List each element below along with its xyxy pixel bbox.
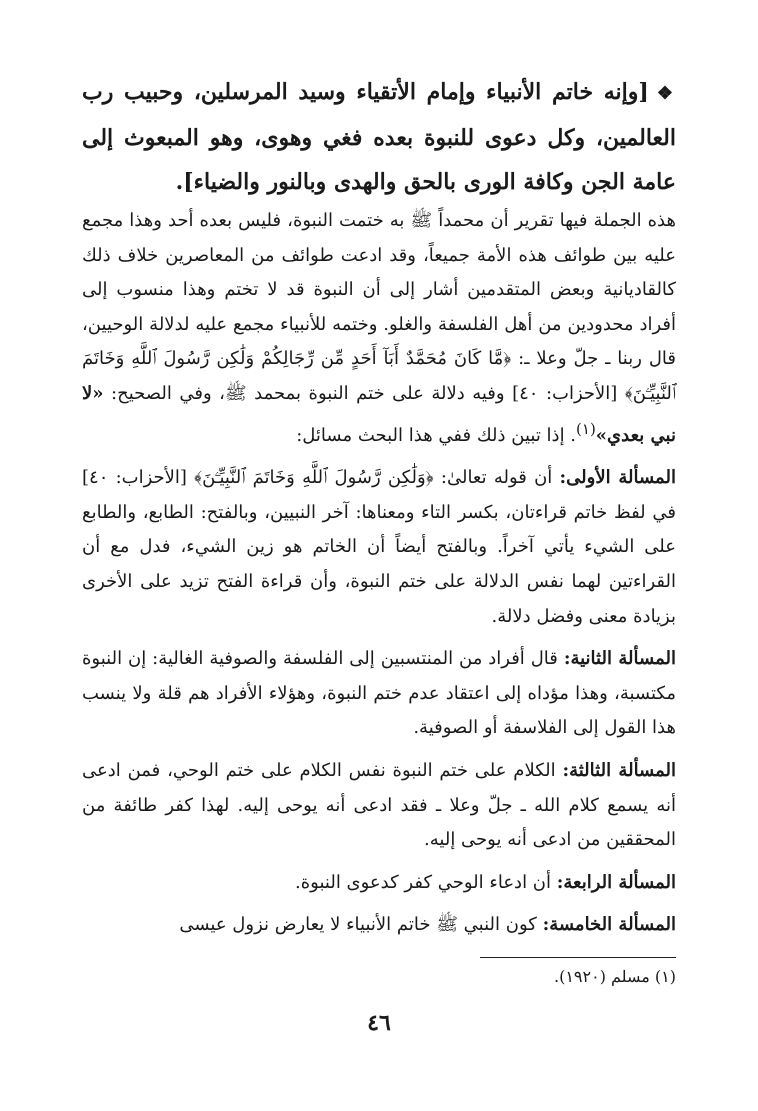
footnote: (١) مسلم (١٩٢٠). [554, 967, 676, 986]
issue-4 [82, 866, 676, 901]
issue-heading: المسألة الأولى: [559, 467, 676, 489]
diamond-bullet-icon: ❖ [656, 83, 677, 104]
issue-heading: المسألة الرابعة: [556, 871, 676, 893]
issue-text: قال أفراد من المنتسبين إلى الفلسفة والصوفية الغالية: إن النبوة مكتسبة، وهذا مؤداه إلى اعتقاد عدم ختم النبوة، وهؤلاء الأفراد هم قلة ولا ينسب هذا القول إلى الفلاسفة أو الصوفية. [82, 648, 676, 739]
intro-paragraph [82, 204, 676, 453]
issue-3 [82, 754, 676, 858]
issue-text: أن ادعاء الوحي كفر كدعوى النبوة. [295, 871, 552, 893]
hadith-quote: «لا نبي بعدي» [82, 382, 676, 446]
issue-5 [82, 908, 676, 943]
quran-verse: ﴿وَلَٰكِن رَّسُولَ ٱللَّهِ وَخَاتَمَ ٱلنَّبِيِّـۧنَ﴾ [194, 467, 434, 489]
intro-text-3: . إذا تبين ذلك ففي هذا البحث مسائل: [296, 424, 577, 446]
issue-text: أن قوله تعالىٰ: [440, 467, 553, 489]
intro-text-1: هذه الجملة فيها تقرير أن محمداً ﷺ به ختمت النبوة، فليس بعده أحد وهذا مجمع عليه بين طوائف هذه الأمة جميعاً، وقد ادعت طوائف من المعاصرين خلاف ذلك كالقاديانية وبعض المتقدمين أشار إلى أن النبوة قد لا تختم وهذا منسوب إلى أفراد محدودين من أهل الفلسفة والغلو. وختمه للأنبياء مجمع عليه لدلالة الوحيين، قال ربنا ـ جلّ وعلا ـ: [82, 210, 677, 370]
quran-verse: ﴿مَّا كَانَ مُحَمَّدٌ أَبَآ أَحَدٍ مِّن رِّجَالِكُمْ وَلَٰكِن رَّسُولَ ٱللَّهِ وَخَاتَمَ ٱلنَّبِيِّـۧنَ﴾ [82, 348, 676, 404]
issue-text: كون النبي ﷺ خاتم الأنبياء لا يعارض نزول عيسى [179, 914, 537, 936]
issue-1 [82, 461, 676, 634]
creed-text: [وإنه خاتم الأنبياء وإمام الأتقياء وسيد المرسلين، وحبيب رب العالمين، وكل دعوى للنبوة بعده فغي وهوى، وهو المبعوث إلى عامة الجن وكافة الورى بالحق والهدى وبالنور والضياء]. [82, 79, 676, 195]
footnote-divider [480, 957, 676, 958]
issue-heading: المسألة الثالثة: [562, 759, 676, 781]
footnote-reference: (١) [576, 419, 596, 438]
issue-2 [82, 642, 676, 746]
issue-heading: المسألة الثانية: [563, 648, 676, 670]
issue-text: الكلام على ختم النبوة نفس الكلام على ختم الوحي، فمن ادعى أنه يسمع كلام الله ـ جلّ وعلا ـ فقد ادعى أنه يوحى إليه. لهذا كفر طائفة من المحققين من ادعى أنه يوحى إليه. [82, 759, 676, 851]
issue-heading: المسألة الخامسة: [542, 914, 676, 936]
issue-text: [الأحزاب: ٤٠] في لفظ خاتم قراءتان، بكسر التاء ومعناها: آخر النبيين، وبالفتح: الطابع، والطابع على الشيء يأتي آخراً. وبالفتح أيضاً أن الخاتم هو زين الشيء، فدل مع أن القراءتين لهما نفس الدلالة على ختم النبوة، وأن قراءة الفتح تزيد على الأخرى بزيادة معنى وفضل دلالة. [82, 467, 676, 627]
intro-text-2: [الأحزاب: ٤٠] وفيه دلالة على ختم النبوة بمحمد ﷺ، وفي الصحيح: [111, 382, 618, 404]
page-number: ٤٦ [367, 1010, 391, 1036]
creed-statement [82, 70, 676, 204]
